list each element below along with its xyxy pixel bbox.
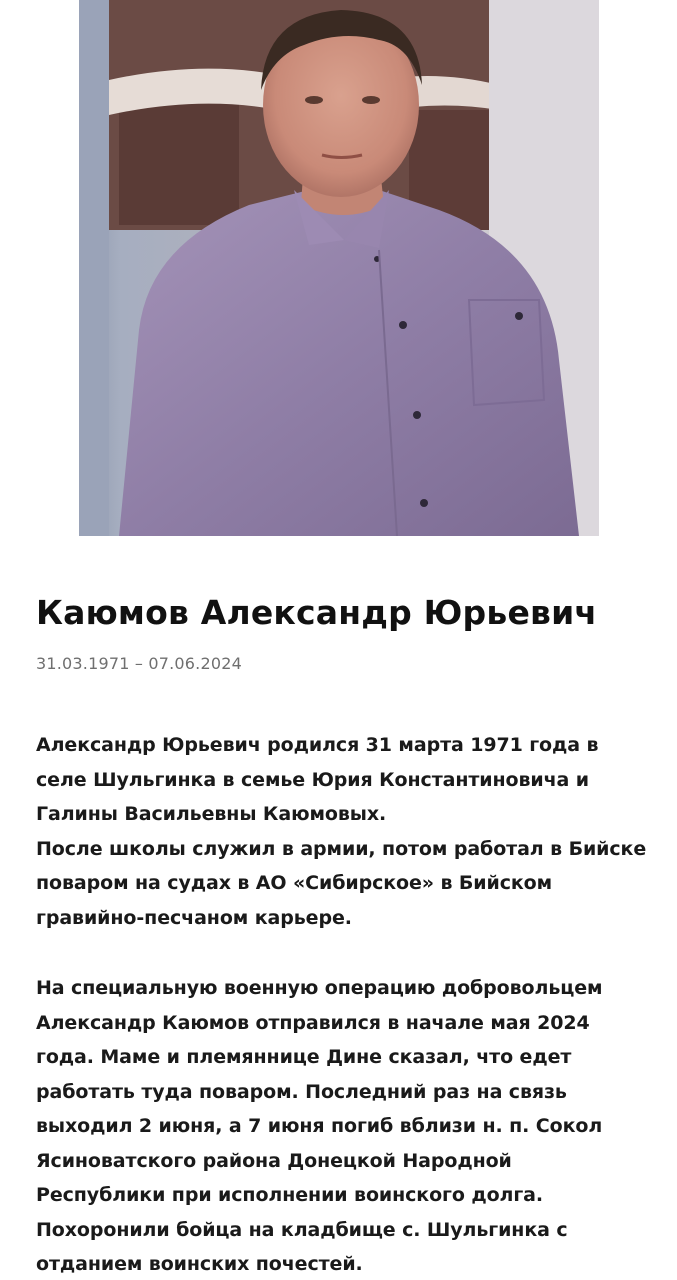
biography (36, 728, 648, 1280)
bio-line: Галины Васильевны Каюмовых. (36, 803, 387, 825)
bio-line: Ясиноватского района Донецкой Народной (36, 1149, 512, 1172)
portrait-photo (79, 0, 599, 536)
bio-line: поваром на судах в АО «Сибирское» в Бийском (36, 872, 553, 894)
bio-line: селе Шульгинка в семье Юрия Константиновича и (36, 768, 589, 791)
bio-line: гравийно-песчаном карьере. (36, 906, 352, 929)
bio-line: отданием воинских почестей. (36, 1253, 363, 1275)
life-dates: 31.03.1971 – 07.06.2024 (36, 654, 242, 673)
bio-line: Александр Каюмов отправился в начале мая 2024 (36, 1011, 590, 1034)
bio-line: года. Маме и племяннице Дине сказал, что едет (36, 1046, 572, 1068)
bio-line: Александр Юрьевич родился 31 марта 1971 года в (36, 734, 599, 756)
bio-line: На специальную военную операцию добровольцем (36, 977, 603, 999)
paragraph-gap (36, 935, 648, 971)
bio-line: работать туда поваром. Последний раз на связь (36, 1080, 567, 1103)
bio-line: После школы служил в армии, потом работал в Бийске (36, 837, 647, 860)
page-title: Каюмов Александр Юрьевич (36, 593, 598, 632)
bio-line: выходил 2 июня, а 7 июня погиб вблизи н. п. Сокол (36, 1115, 603, 1137)
bio-line: Республики при исполнении воинского долга. (36, 1184, 544, 1206)
bio-line: Похоронили бойца на кладбище с. Шульгинка с (36, 1218, 568, 1241)
